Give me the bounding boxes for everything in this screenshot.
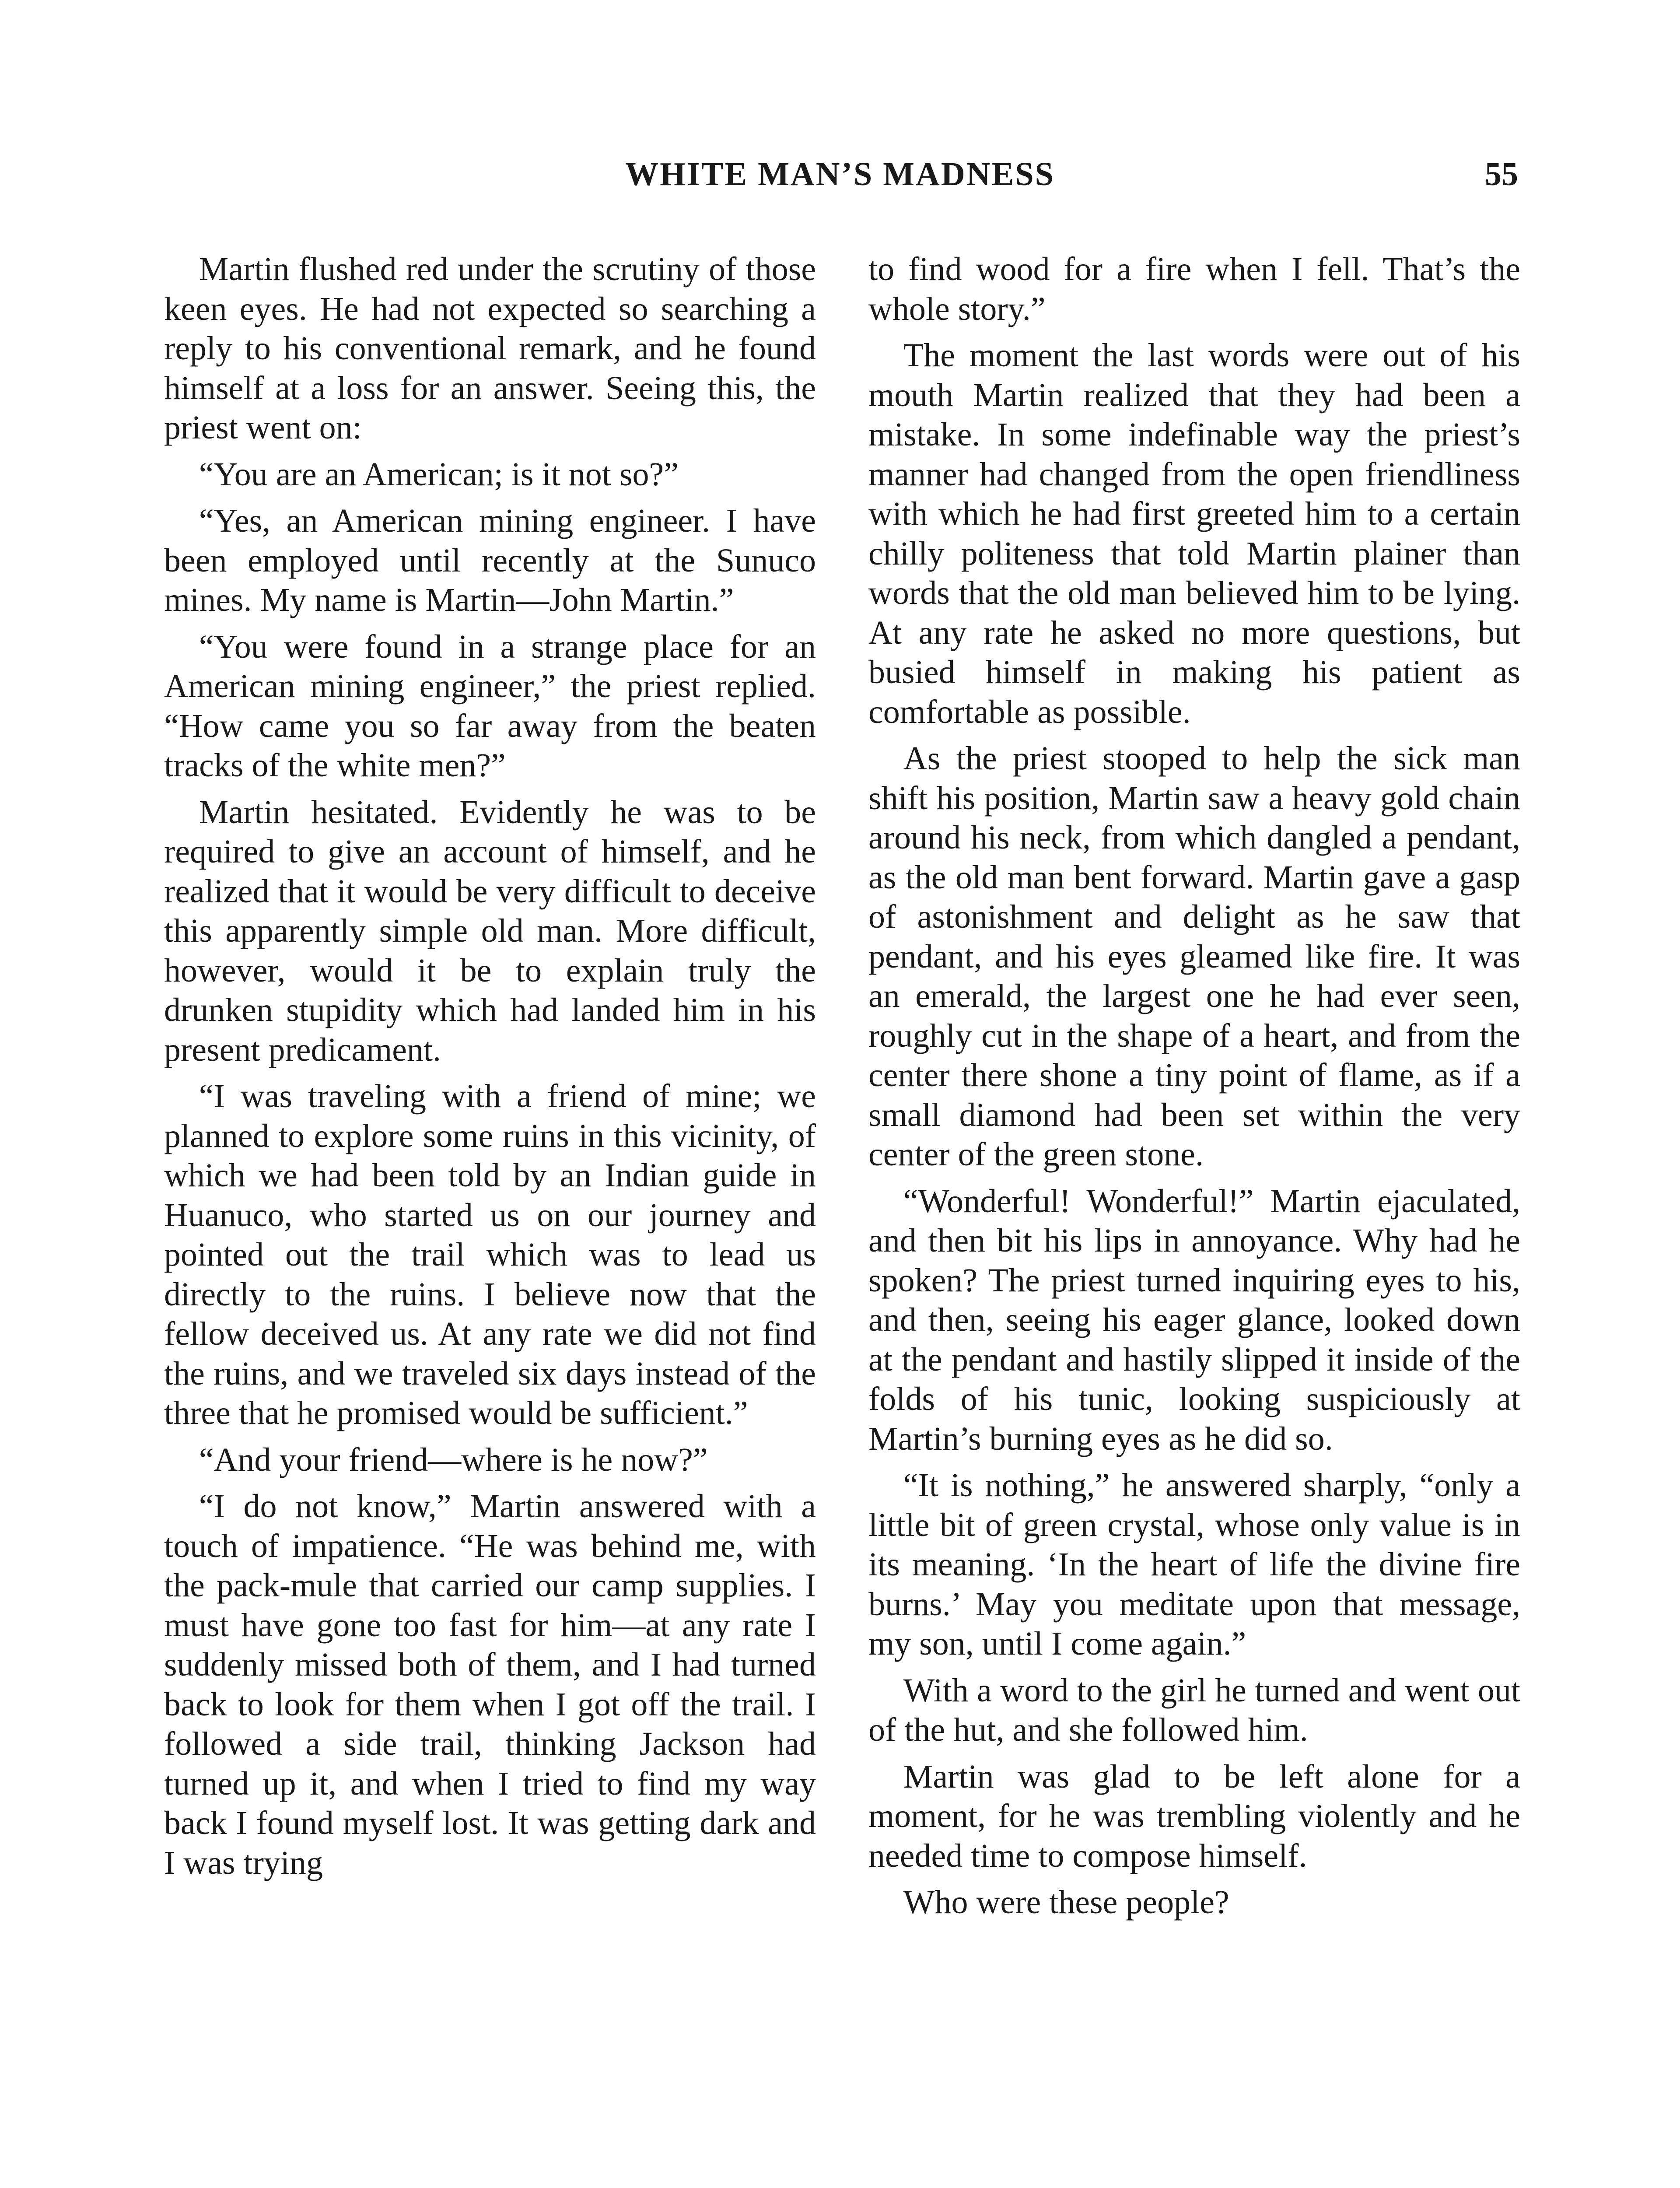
paragraph: Martin was glad to be left alone for a moment, for he was trembling violently and he needed time to compose himself. bbox=[868, 1758, 1520, 1874]
paragraph: “Wonderful! Wonderful!” Martin ejaculated, and then bit his lips in annoyance. Why had he spoken? The priest turned inquiring eyes to his, and then, seeing his eager glance, looked down at the pendant and hastily slipped it inside of the folds of his tunic, looking suspiciously at Martin’s burning eyes as he did so. bbox=[868, 1182, 1520, 1457]
paragraph: “And your friend—where is he now?” bbox=[199, 1441, 708, 1478]
page-header bbox=[0, 155, 1680, 203]
paragraph: “You are an American; is it not so?” bbox=[199, 456, 679, 493]
running-title: WHITE MAN’S MADNESS bbox=[625, 156, 1055, 193]
paragraph: The moment the last words were out of his mouth Martin realized that they had been a mistake. In some indefinable way the priest’s manner had changed from the open friendliness with which he had first greeted him to a certain chilly politeness that told Martin plainer than words that the old man believed him to be lying. At any rate he asked no more questions, but busied himself in making his patient as comfortable as possible. bbox=[868, 337, 1520, 730]
paragraph: “It is nothing,” he answered sharply, “only a little bit of green crystal, whose only value is in its meaning. ‘In the heart of life the divine fire burns.’ May you meditate upon that message, my son, until I come again.” bbox=[868, 1467, 1520, 1662]
paragraph: As the priest stooped to help the sick man shift his position, Martin saw a heavy gold chain around his neck, from which dangled a pendant, as the old man bent forward. Martin gave a gasp of astonishment and delight as he saw that pendant, and his eyes gleamed like fire. It was an emerald, the largest one he had ever seen, roughly cut in the shape of a heart, and from the center there shone a tiny point of flame, as if a small diamond had been set within the very center of the green stone. bbox=[868, 740, 1520, 1173]
paragraph: “I do not know,” Martin answered with a touch of impatience. “He was behind me, with the pack-mule that carried our camp supplies. I must have gone too fast for him—at any rate I suddenly missed both of them, and I had turned back to look for them when I got off the trail. I followed a side trail, thinking Jackson had turned up it, and when I tried to find my way back I found myself lost. It was getting dark and I was trying bbox=[164, 1488, 816, 1881]
paragraph: “You were found in a strange place for an American mining engineer,” the priest replied. “How came you so far away from the beaten tracks of the white men?” bbox=[164, 628, 816, 784]
paragraph: With a word to the girl he turned and went out of the hut, and she followed him. bbox=[868, 1672, 1520, 1748]
page-number: 55 bbox=[1485, 156, 1518, 193]
paragraph: “I was traveling with a friend of mine; we planned to explore some ruins in this vicinity, of which we had been told by an Indian guide in Huanuco, who started us on our journey and pointed out the trail which was to lead us directly to the ruins. I believe now that the fellow deceived us. At any rate we did not find the ruins, and we traveled six days instead of the three that he promised would be sufficient.” bbox=[164, 1078, 816, 1431]
paragraph: Martin hesitated. Evidently he was to be required to give an account of himself, and he realized that it would be very difficult to deceive this apparently simple old man. More difficult, however, would it be to explain truly the drunken stupidity which had landed him in his present predicament. bbox=[164, 793, 816, 1068]
paragraph: “Yes, an American mining engineer. I have been employed until recently at the Sunuco mines. My name is Martin—John Martin.” bbox=[164, 502, 816, 618]
paragraph: Martin flushed red under the scrutiny of those keen eyes. He had not expected so searching a reply to his conventional remark, and he found himself at a loss for an answer. Seeing this, the priest went on: bbox=[164, 251, 816, 446]
right-column bbox=[868, 249, 1520, 1922]
paragraph: Who were these people? bbox=[903, 1884, 1229, 1921]
left-column bbox=[164, 249, 816, 1883]
paragraph-continued: to find wood for a fire when I fell. That’s the whole story.” bbox=[868, 251, 1520, 327]
